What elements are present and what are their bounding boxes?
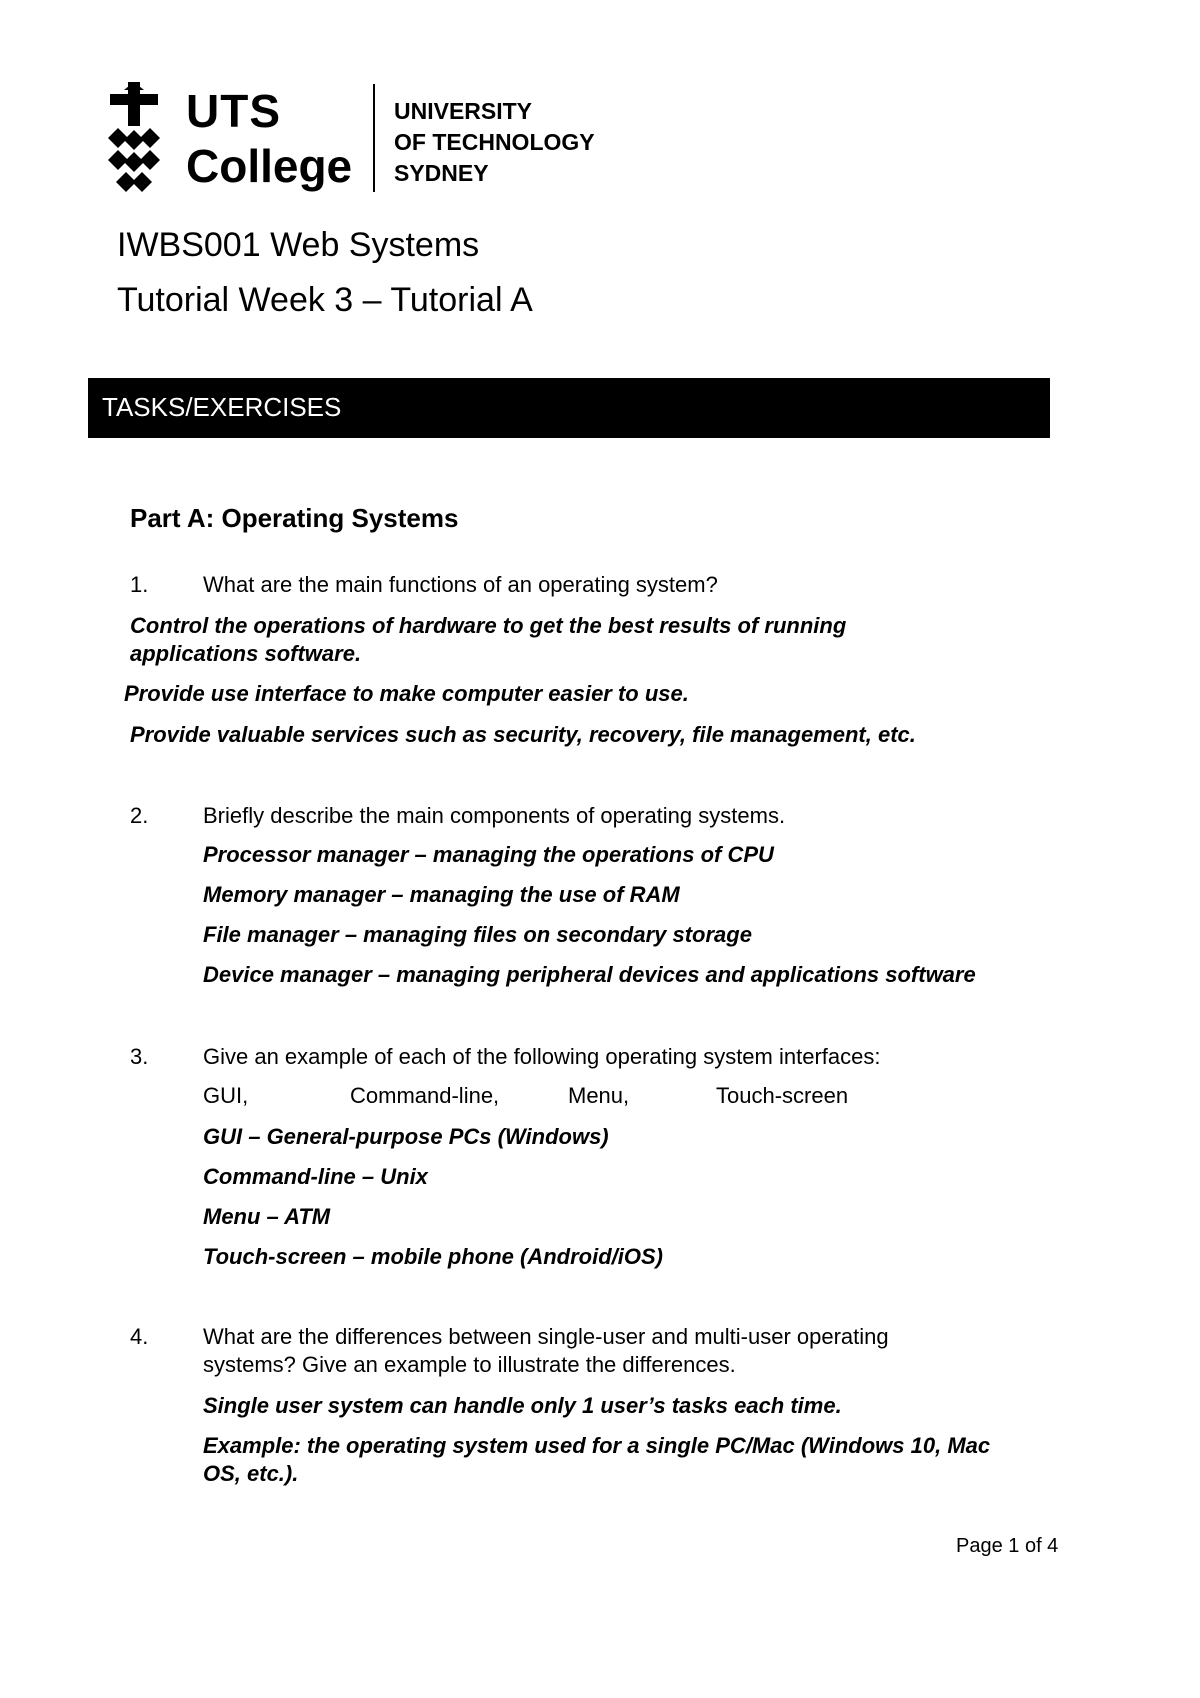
answer-line: Touch-screen – mobile phone (Android/iOS) (203, 1244, 663, 1269)
tasks-banner (88, 378, 1050, 438)
question-text: What are the differences between single-user and multi-user operating systems? Give an example to illustrate the differences. (203, 1324, 889, 1377)
question-text: Briefly describe the main components of operating systems. (203, 803, 786, 828)
answer-line: GUI – General-purpose PCs (Windows) (203, 1124, 609, 1149)
question-number: 1. (130, 572, 149, 597)
answer-line: Processor manager – managing the operations of CPU (203, 842, 774, 867)
page-number: Page 1 of 4 (956, 1535, 1059, 1557)
part-heading: Part A: Operating Systems (130, 503, 459, 533)
course-title: IWBS001 Web Systems (117, 226, 480, 264)
answer-line: Menu – ATM (203, 1204, 331, 1229)
interface-option: Command-line, (350, 1083, 500, 1108)
logo-college-text: College (186, 140, 353, 192)
tutorial-title: Tutorial Week 3 – Tutorial A (117, 281, 533, 319)
answer-line: Single user system can handle only 1 user’s tasks each time. (203, 1393, 842, 1418)
answer-line: Command-line – Unix (203, 1164, 428, 1189)
answer-line: Example: the operating system used for a single PC/Mac (Windows 10, Mac OS, etc.). (203, 1433, 991, 1486)
answer-line: Device manager – managing peripheral devices and applications software (203, 962, 976, 987)
logo-university-line: OF TECHNOLOGY (394, 129, 595, 155)
answer-line: File manager – managing files on secondary storage (203, 922, 752, 947)
logo-university-name (394, 96, 595, 189)
interface-option: Touch-screen (716, 1083, 849, 1108)
logo-university-line: SYDNEY (394, 160, 489, 186)
logo-uts-text: UTS (186, 85, 281, 137)
answer-line: Control the operations of hardware to get the best results of running applications software. (130, 613, 847, 666)
question-number: 3. (130, 1044, 149, 1069)
tasks-banner-label: TASKS/EXERCISES (102, 392, 342, 422)
uts-emblem-icon (104, 82, 164, 194)
interface-option: Menu, (568, 1083, 630, 1108)
logo-divider (373, 84, 375, 192)
interface-option: GUI, (203, 1083, 249, 1108)
answer-line: Memory manager – managing the use of RAM (203, 882, 680, 907)
question-text: Give an example of each of the following operating system interfaces: (203, 1044, 881, 1069)
answer-line: Provide use interface to make computer easier to use. (124, 681, 689, 706)
question-number: 4. (130, 1324, 149, 1349)
answer-line: Provide valuable services such as security, recovery, file management, etc. (130, 722, 916, 747)
question-number: 2. (130, 803, 149, 828)
question-text: What are the main functions of an operating system? (203, 572, 718, 597)
logo-university-line: UNIVERSITY (394, 98, 533, 124)
